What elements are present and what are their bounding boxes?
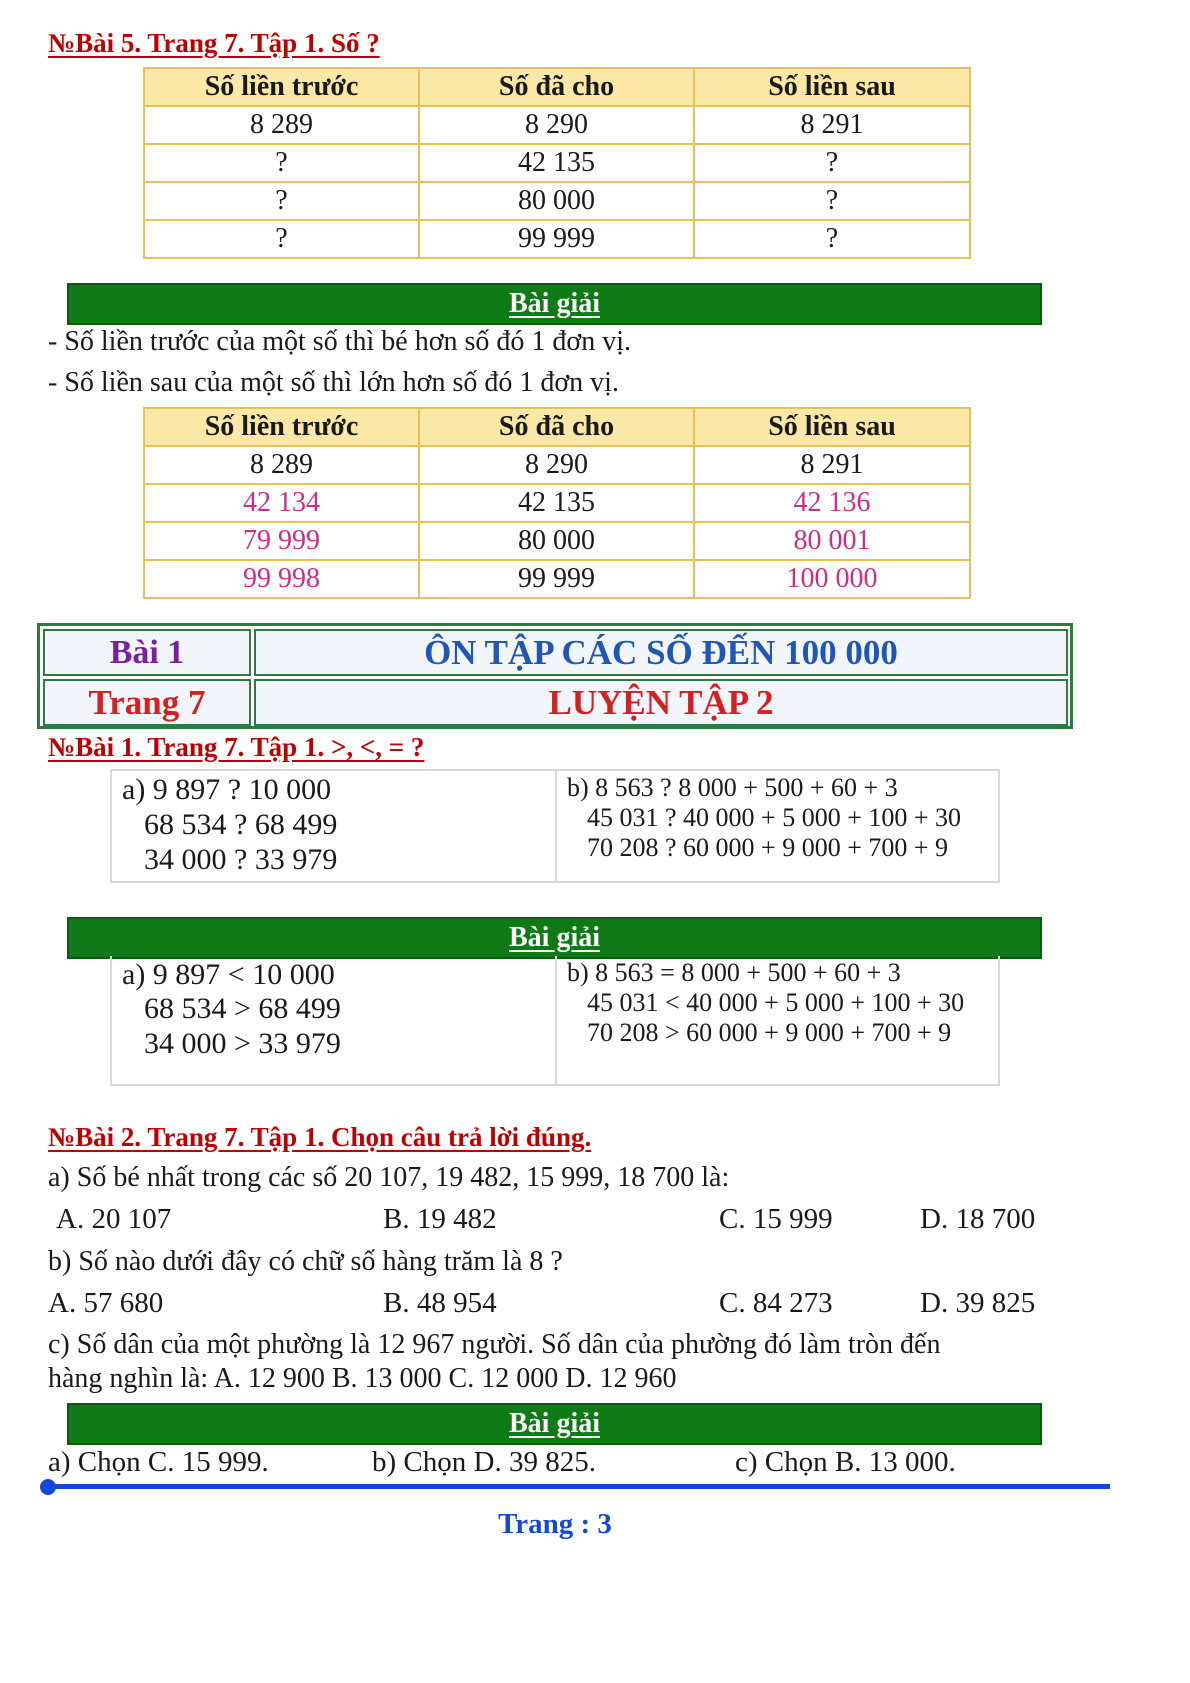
table-cell: ? bbox=[694, 220, 970, 258]
ex1-sol-a-line: 34 000 > 33 979 bbox=[144, 1027, 341, 1060]
answer-cell: 42 136 bbox=[694, 484, 970, 522]
option-c: C. 15 999 bbox=[719, 1203, 833, 1235]
col-header: Số liền trước bbox=[144, 68, 419, 106]
table-cell: 99 999 bbox=[419, 220, 694, 258]
table-cell: ? bbox=[144, 182, 419, 220]
table-cell: ? bbox=[694, 182, 970, 220]
lesson-number: Bài 1 bbox=[43, 629, 251, 676]
table-row bbox=[144, 144, 970, 182]
option-d: D. 39 825 bbox=[920, 1287, 1036, 1319]
ex1-a-line: a) 9 897 ? 10 000 bbox=[122, 773, 332, 806]
table-cell: 80 000 bbox=[419, 522, 694, 560]
col-header: Số đã cho bbox=[419, 408, 694, 446]
table-cell: 80 000 bbox=[419, 182, 694, 220]
col-header: Số liền sau bbox=[694, 68, 970, 106]
lesson-title-box bbox=[37, 623, 1073, 729]
table-cell: 8 289 bbox=[144, 106, 419, 144]
ex1-solution-bar bbox=[67, 917, 1042, 959]
ex1-b-line: 70 208 ? 60 000 + 9 000 + 700 + 9 bbox=[587, 833, 949, 862]
ex1-question-box bbox=[110, 769, 1000, 883]
answer-b: b) Chọn D. 39 825. bbox=[372, 1446, 596, 1478]
ex1-sol-a-line: a) 9 897 < 10 000 bbox=[122, 958, 335, 991]
lesson-subtitle: LUYỆN TẬP 2 bbox=[254, 679, 1068, 726]
answer-cell: 79 999 bbox=[144, 522, 419, 560]
ex1-b-line: b) 8 563 ? 8 000 + 500 + 60 + 3 bbox=[567, 773, 898, 802]
table-cell: ? bbox=[144, 144, 419, 182]
ex1-a-line: 68 534 ? 68 499 bbox=[144, 808, 338, 841]
solution-label: Bài giải bbox=[508, 288, 600, 319]
solution-label: Bài giải bbox=[508, 922, 600, 953]
ex2-question-c-line1: c) Số dân của một phường là 12 967 người. Số dân của phường đó làm tròn đến bbox=[48, 1329, 941, 1360]
option-a: A. 20 107 bbox=[56, 1203, 172, 1235]
table-cell: 42 135 bbox=[419, 484, 694, 522]
ex2-question-a: a) Số bé nhất trong các số 20 107, 19 482, 15 999, 18 700 là: bbox=[48, 1162, 730, 1193]
answer-cell: 42 134 bbox=[144, 484, 419, 522]
answer-cell: 99 998 bbox=[144, 560, 419, 598]
ex2-question-c-line2: hàng nghìn là: A. 12 900 B. 13 000 C. 12 000 D. 12 960 bbox=[48, 1363, 677, 1394]
table-row bbox=[144, 182, 970, 220]
ex1-sol-b-line: 45 031 < 40 000 + 5 000 + 100 + 30 bbox=[587, 988, 965, 1017]
col-header: Số liền sau bbox=[694, 408, 970, 446]
ex5-note-1: - Số liền trước của một số thì bé hơn số đó 1 đơn vị. bbox=[48, 326, 631, 357]
table-row bbox=[144, 484, 970, 522]
ex1-a-line: 34 000 ? 33 979 bbox=[144, 843, 338, 876]
table-cell: 99 999 bbox=[419, 560, 694, 598]
table-cell: 42 135 bbox=[419, 144, 694, 182]
table-cell: 8 290 bbox=[419, 446, 694, 484]
col-header: Số đã cho bbox=[419, 68, 694, 106]
answer-c: c) Chọn B. 13 000. bbox=[735, 1446, 956, 1478]
table-cell: 8 290 bbox=[419, 106, 694, 144]
option-b: B. 19 482 bbox=[383, 1203, 497, 1235]
answer-cell: 100 000 bbox=[694, 560, 970, 598]
option-c: C. 84 273 bbox=[719, 1287, 833, 1319]
answer-a: a) Chọn C. 15 999. bbox=[48, 1446, 269, 1478]
ex5-note-2: - Số liền sau của một số thì lớn hơn số đó 1 đơn vị. bbox=[48, 367, 619, 398]
col-header: Số liền trước bbox=[144, 408, 419, 446]
ex2-question-b: b) Số nào dưới đây có chữ số hàng trăm là 8 ? bbox=[48, 1246, 563, 1277]
ex5-solution-bar bbox=[67, 283, 1042, 325]
table-cell: 8 291 bbox=[694, 446, 970, 484]
ex1-heading: №Bài 1. Trang 7. Tập 1. >, <, = ? bbox=[48, 732, 425, 762]
table-row bbox=[144, 560, 970, 598]
table-cell: 8 289 bbox=[144, 446, 419, 484]
table-cell: 8 291 bbox=[694, 106, 970, 144]
lesson-title: ÔN TẬP CÁC SỐ ĐẾN 100 000 bbox=[254, 629, 1068, 676]
table-row bbox=[144, 446, 970, 484]
column-divider bbox=[555, 771, 557, 881]
ex1-sol-b-line: b) 8 563 = 8 000 + 500 + 60 + 3 bbox=[567, 958, 901, 987]
ex2-solution-bar bbox=[67, 1403, 1042, 1445]
ex1-sol-b-line: 70 208 > 60 000 + 9 000 + 700 + 9 bbox=[587, 1018, 952, 1047]
ex2-heading: №Bài 2. Trang 7. Tập 1. Chọn câu trả lời đúng. bbox=[48, 1122, 592, 1152]
table-row bbox=[144, 220, 970, 258]
solution-label: Bài giải bbox=[508, 1408, 600, 1439]
ex1-sol-a-line: 68 534 > 68 499 bbox=[144, 992, 341, 1025]
ex5-heading: №Bài 5. Trang 7. Tập 1. Số ? bbox=[48, 28, 380, 58]
ex1-solution-box bbox=[110, 956, 1000, 1086]
lesson-page: Trang 7 bbox=[43, 679, 251, 726]
table-cell: ? bbox=[144, 220, 419, 258]
footer-divider-line bbox=[48, 1484, 1110, 1489]
option-a: A. 57 680 bbox=[48, 1287, 164, 1319]
page-number: Trang : 3 bbox=[498, 1508, 612, 1540]
table-row bbox=[144, 106, 970, 144]
answer-cell: 80 001 bbox=[694, 522, 970, 560]
table-row bbox=[144, 522, 970, 560]
column-divider bbox=[555, 956, 557, 1084]
table-cell: ? bbox=[694, 144, 970, 182]
ex5-question-table bbox=[143, 67, 971, 259]
ex1-b-line: 45 031 ? 40 000 + 5 000 + 100 + 30 bbox=[587, 803, 962, 832]
option-b: B. 48 954 bbox=[383, 1287, 497, 1319]
option-d: D. 18 700 bbox=[920, 1203, 1036, 1235]
ex5-answer-table bbox=[143, 407, 971, 599]
